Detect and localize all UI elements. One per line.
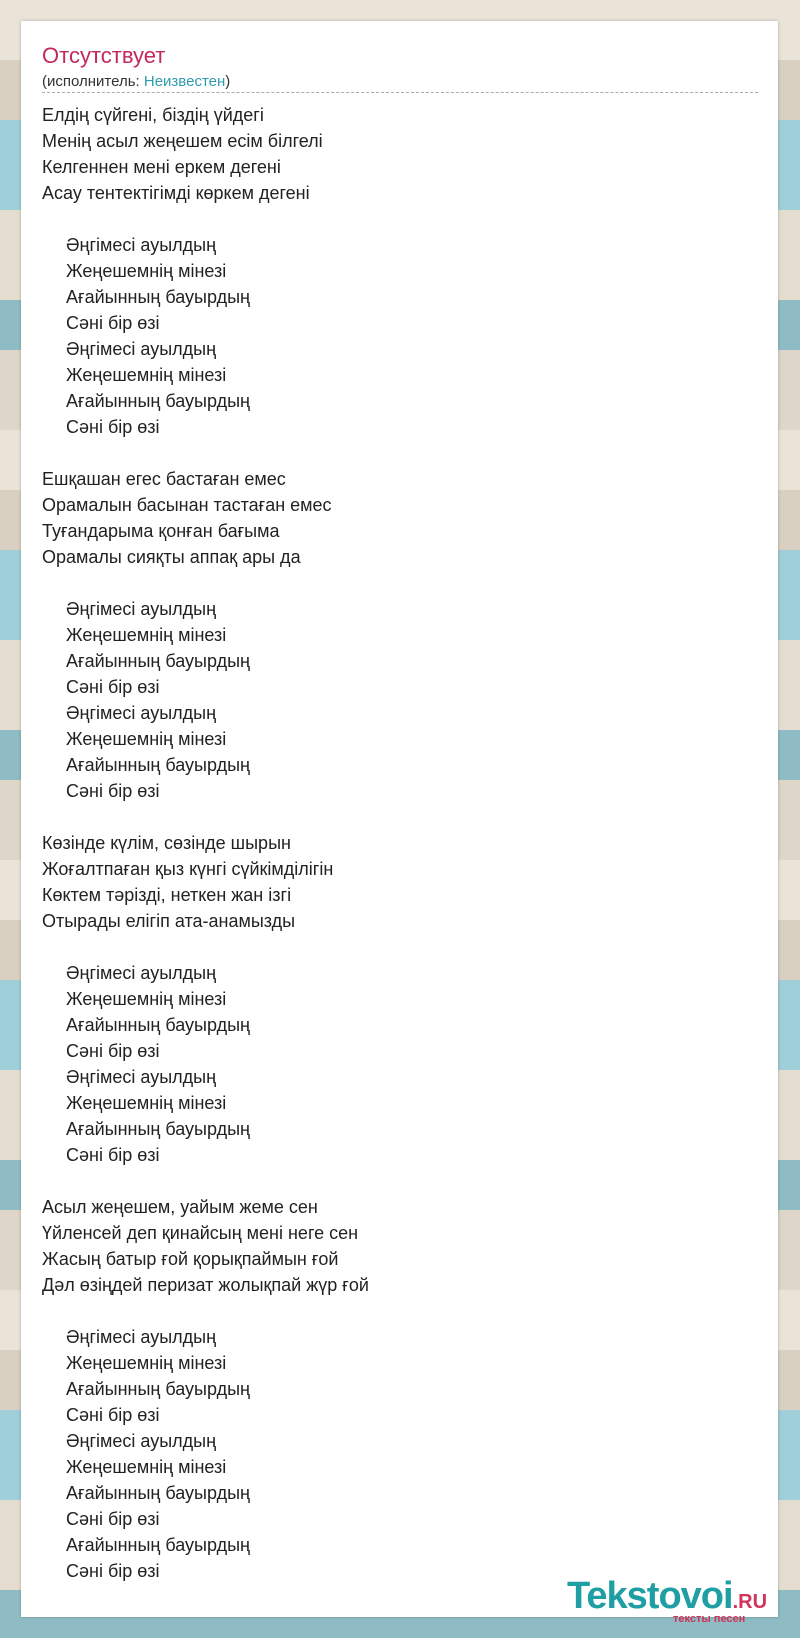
lyric-line: Ағайынның бауырдың [66, 1015, 250, 1035]
lyric-line: Ағайынның бауырдың [66, 391, 250, 411]
lyric-line: Әңгімесі ауылдың [66, 1067, 217, 1087]
lyric-line: Ағайынның бауырдың [66, 1483, 250, 1503]
lyric-line: Жеңешемнің мінезі [66, 261, 227, 281]
lyric-line: Ағайынның бауырдың [66, 755, 250, 775]
lyric-line: Менің асыл жеңешем есім білгелі [42, 131, 323, 151]
stanza-break [42, 440, 758, 466]
lyric-line: Үйленсей деп қинайсың мені неге сен [42, 1223, 359, 1243]
artist-line [42, 73, 230, 90]
lyric-line: Сәні бір өзі [66, 313, 160, 333]
lyric-line: Әңгімесі ауылдың [66, 1431, 217, 1451]
lyric-line: Әңгімесі ауылдың [66, 963, 217, 983]
stanza-break [42, 934, 758, 960]
stanza-break [42, 804, 758, 830]
lyric-line: Туғандарыма қонған бағыма [42, 521, 280, 541]
song-title: Отсутствует [42, 43, 166, 68]
logo-domain: .RU [732, 1591, 768, 1613]
lyric-line: Келгеннен мені еркем дегені [42, 157, 281, 177]
lyric-line: Сәні бір өзі [66, 1561, 160, 1581]
lyric-line: Асау тентектігімді көркем дегені [42, 183, 310, 203]
lyric-line: Ағайынның бауырдың [66, 1119, 250, 1139]
lyric-line: Жеңешемнің мінезі [66, 989, 227, 1009]
lyric-line: Ағайынның бауырдың [66, 1379, 250, 1399]
lyric-line: Елдің сүйгені, біздің үйдегі [42, 105, 264, 125]
lyric-line: Жасың батыр ғой қорықпаймын ғой [42, 1249, 339, 1269]
lyric-line: Жеңешемнің мінезі [66, 625, 227, 645]
artist-suffix: ) [225, 73, 231, 90]
artist-link[interactable]: Неизвестен [143, 73, 226, 90]
lyric-line: Жоғалтпаған қыз күнгі сүйкімділігін [42, 859, 334, 879]
lyric-line: Орамалын басынан тастаған емес [42, 495, 332, 515]
lyric-line: Асыл жеңешем, уайым жеме сен [42, 1197, 318, 1217]
lyric-line: Отырады елігіп ата-анамызды [42, 911, 296, 931]
lyric-line: Дәл өзіңдей перизат жолықпай жүр ғой [42, 1275, 369, 1295]
lyric-line: Жеңешемнің мінезі [66, 1093, 227, 1113]
lyric-line: Сәні бір өзі [66, 781, 160, 801]
lyric-line: Сәні бір өзі [66, 417, 160, 437]
lyric-line: Сәні бір өзі [66, 1405, 160, 1425]
lyric-line: Жеңешемнің мінезі [66, 1457, 227, 1477]
lyric-line: Әңгімесі ауылдың [66, 1327, 217, 1347]
stanza-break [42, 1298, 758, 1324]
lyric-line: Жеңешемнің мінезі [66, 1353, 227, 1373]
lyric-line: Жеңешемнің мінезі [66, 729, 227, 749]
stanza-break [42, 1168, 758, 1194]
lyrics-body [42, 102, 758, 1584]
site-logo[interactable] [567, 1575, 768, 1625]
lyric-line: Ешқашан егес бастаған емес [42, 469, 286, 489]
lyric-line: Көзінде күлім, сөзінде шырын [42, 833, 291, 853]
lyric-line: Көктем тәрізді, неткен жан ізгі [42, 885, 292, 905]
lyric-line: Сәні бір өзі [66, 1041, 160, 1061]
header-divider [42, 92, 758, 93]
lyric-line: Ағайынның бауырдың [66, 287, 250, 307]
lyric-line: Сәні бір өзі [66, 677, 160, 697]
logo-wordmark: Tekstovoi [567, 1575, 733, 1617]
lyric-line: Ағайынның бауырдың [66, 651, 250, 671]
lyric-line: Жеңешемнің мінезі [66, 365, 227, 385]
lyric-line: Әңгімесі ауылдың [66, 339, 217, 359]
lyric-line: Сәні бір өзі [66, 1509, 160, 1529]
lyric-line: Әңгімесі ауылдың [66, 599, 217, 619]
stanza-break [42, 570, 758, 596]
lyric-line: Сәні бір өзі [66, 1145, 160, 1165]
lyric-line: Әңгімесі ауылдың [66, 235, 217, 255]
lyric-line: Әңгімесі ауылдың [66, 703, 217, 723]
logo-tagline: тексты песен [673, 1613, 746, 1625]
lyric-line: Ағайынның бауырдың [66, 1535, 250, 1555]
artist-prefix: (исполнитель: [42, 73, 144, 90]
stanza-break [42, 206, 758, 232]
lyric-line: Орамалы сияқты аппақ ары да [42, 547, 301, 567]
